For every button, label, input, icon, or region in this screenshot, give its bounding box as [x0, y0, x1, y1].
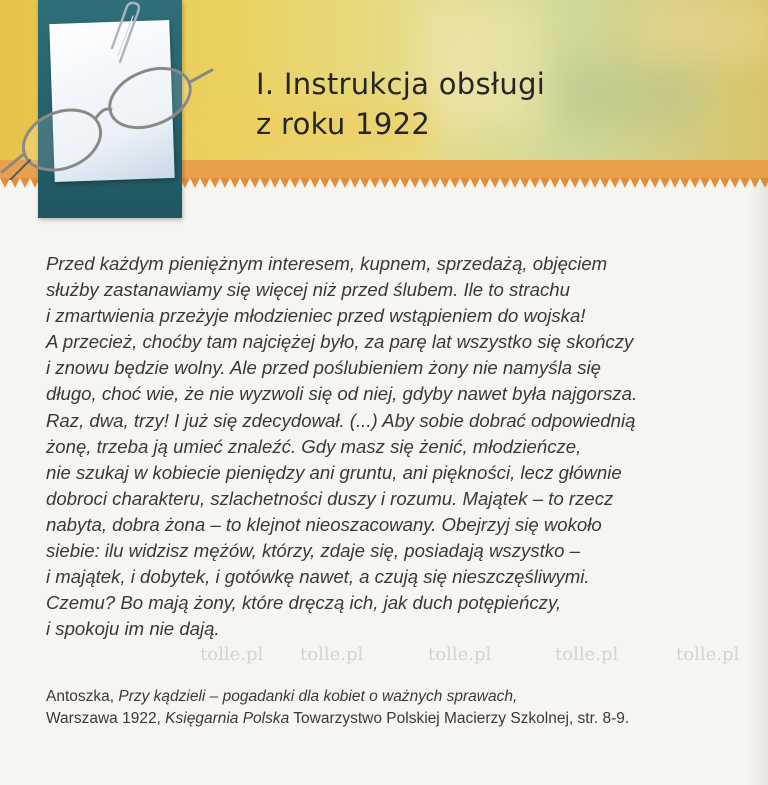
zigzag-tooth: [340, 178, 350, 188]
body-line: nie szukaj w kobiecie pieniędzy ani gruntu, ani piękności, lecz głównie: [46, 461, 622, 483]
zigzag-tooth: [620, 178, 630, 188]
zigzag-tooth: [270, 178, 280, 188]
citation-work: Przy kądzieli – pogadanki dla kobiet o ważnych sprawach,: [118, 688, 518, 705]
body-line: Raz, dwa, trzy! I już się zdecydował. (...) Aby sobie dobrać odpowiednią: [46, 409, 636, 431]
zigzag-tooth: [330, 178, 340, 188]
body-line: nabyta, dobra żona – to klejnot nieoszacowany. Obejrzyj się wokoło: [46, 513, 602, 535]
body-line: siebie: ilu widzisz mężów, którzy, zdaje się, posiadają wszystko –: [46, 540, 580, 562]
watermark: tolle.pl: [555, 644, 619, 665]
body-line: Przed każdym pieniężnym interesem, kupnem, sprzedażą, objęciem: [46, 253, 608, 274]
glasses-icon: [0, 40, 215, 180]
zigzag-tooth: [250, 178, 260, 188]
quote-body: [46, 251, 746, 642]
watermark: tolle.pl: [200, 644, 264, 665]
zigzag-tooth: [640, 178, 650, 188]
citation-line-1: [46, 686, 746, 708]
citation-line-2: [46, 708, 746, 730]
zigzag-tooth: [280, 178, 290, 188]
zigzag-tooth: [320, 178, 330, 188]
page-edge-shade: [748, 178, 768, 785]
zigzag-tooth: [390, 178, 400, 188]
zigzag-tooth: [220, 178, 230, 188]
title-line-2: z roku 1922: [256, 107, 431, 141]
body-line: A przecież, choćby tam najciężej było, za parę lat wszystko się skończy: [46, 331, 634, 353]
zigzag-tooth: [240, 178, 250, 188]
zigzag-tooth: [560, 178, 570, 188]
watermark: tolle.pl: [300, 644, 364, 665]
page-title: [256, 64, 676, 144]
zigzag-tooth: [380, 178, 390, 188]
zigzag-tooth: [570, 178, 580, 188]
citation-place-year: Warszawa 1922,: [46, 709, 166, 727]
zigzag-tooth: [700, 178, 710, 188]
zigzag-tooth: [290, 178, 300, 188]
zigzag-tooth: [440, 178, 450, 188]
source-citation: [46, 686, 746, 729]
body-line: żonę, trzeba ją umieć znaleźć. Gdy masz się żenić, młodzieńcze,: [46, 435, 582, 457]
zigzag-tooth: [350, 178, 360, 188]
zigzag-tooth: [360, 178, 370, 188]
zigzag-tooth: [490, 178, 500, 188]
citation-publisher-rest: Towarzystwo Polskiej Macierzy Szkolnej, str. 8-9.: [289, 709, 630, 727]
body-line: służby zastanawiamy się więcej niż przed ślubem. Ile to strachu: [46, 279, 570, 301]
zigzag-tooth: [370, 178, 380, 188]
body-line: i majątek, i dobytek, i gotówkę nawet, a czują się nieszczęśliwymi.: [46, 566, 590, 588]
zigzag-tooth: [680, 178, 690, 188]
zigzag-tooth: [300, 178, 310, 188]
zigzag-tooth: [660, 178, 670, 188]
body-line: i spokoju im nie dają.: [46, 618, 220, 640]
body-line: długo, choć wie, że nie wyzwoli się od niej, gdyby nawet była najgorsza.: [46, 383, 638, 405]
zigzag-tooth: [470, 178, 480, 188]
citation-publisher: Księgarnia Polska: [165, 709, 290, 727]
zigzag-tooth: [450, 178, 460, 188]
zigzag-tooth: [540, 178, 550, 188]
zigzag-tooth: [630, 178, 640, 188]
zigzag-tooth: [310, 178, 320, 188]
zigzag-tooth: [580, 178, 590, 188]
zigzag-tooth: [720, 178, 730, 188]
zigzag-tooth: [670, 178, 680, 188]
zigzag-tooth: [710, 178, 720, 188]
citation-author: Antoszka,: [46, 688, 119, 705]
zigzag-tooth: [430, 178, 440, 188]
body-line: dobroci charakteru, szlachetności duszy i rozumu. Majątek – to rzecz: [46, 487, 614, 509]
zigzag-tooth: [410, 178, 420, 188]
zigzag-tooth: [520, 178, 530, 188]
body-line: i zmartwienia przeżyje młodzieniec przed wstąpieniem do wojska!: [46, 305, 586, 327]
zigzag-tooth: [690, 178, 700, 188]
zigzag-tooth: [600, 178, 610, 188]
zigzag-tooth: [510, 178, 520, 188]
watermark: tolle.pl: [676, 644, 740, 665]
zigzag-tooth: [730, 178, 740, 188]
zigzag-tooth: [530, 178, 540, 188]
zigzag-tooth: [550, 178, 560, 188]
zigzag-tooth: [590, 178, 600, 188]
zigzag-tooth: [400, 178, 410, 188]
zigzag-tooth: [260, 178, 270, 188]
title-line-1: I. Instrukcja obsługi: [256, 67, 546, 101]
watermark: tolle.pl: [428, 644, 492, 665]
zigzag-tooth: [500, 178, 510, 188]
body-line: Czemu? Bo mają żony, które dręczą ich, jak duch potępieńczy,: [46, 592, 562, 614]
zigzag-tooth: [230, 178, 240, 188]
body-line: i znowu będzie wolny. Ale przed poślubieniem żony nie namyśla się: [46, 357, 602, 379]
zigzag-tooth: [650, 178, 660, 188]
zigzag-tooth: [460, 178, 470, 188]
watermark-row: [0, 644, 768, 674]
zigzag-tooth: [480, 178, 490, 188]
zigzag-tooth: [610, 178, 620, 188]
zigzag-tooth: [420, 178, 430, 188]
